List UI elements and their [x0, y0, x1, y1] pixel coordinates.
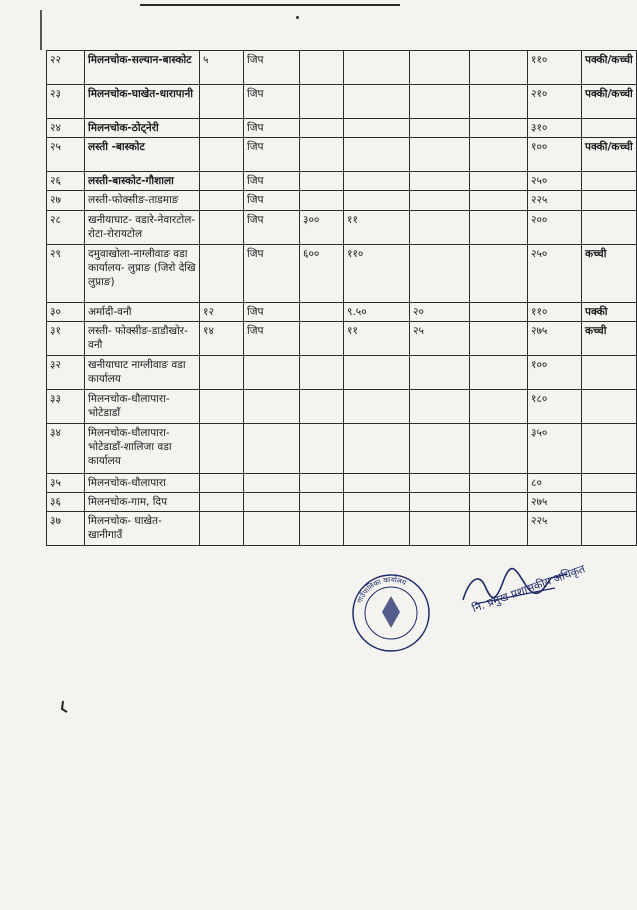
page-edge-top: [140, 4, 400, 6]
length-cell: ३५०: [528, 423, 582, 473]
road-name-cell: अर्मादी-वनौ: [85, 302, 200, 321]
table-row: [47, 492, 637, 511]
serial-number-cell: ३०: [47, 302, 85, 321]
road-name-cell: मिलनचोक-गाम, दिप: [85, 492, 200, 511]
value-cell: [410, 51, 470, 85]
road-type-cell: [582, 473, 637, 492]
road-type-cell: [582, 355, 637, 389]
value-cell: [470, 191, 528, 210]
value-cell: [200, 85, 244, 119]
value-cell: ६००: [300, 244, 344, 302]
length-cell: ११०: [528, 51, 582, 85]
value-cell: [470, 302, 528, 321]
serial-number-cell: ३७: [47, 512, 85, 546]
signer-title: नि. प्रमुख प्रशासकीय अधिकृत: [470, 562, 587, 616]
value-cell: ५: [200, 51, 244, 85]
value-cell: [410, 210, 470, 244]
length-cell: ३१०: [528, 119, 582, 138]
value-cell: [300, 302, 344, 321]
value-cell: [200, 355, 244, 389]
value-cell: [300, 191, 344, 210]
serial-number-cell: ३२: [47, 355, 85, 389]
value-cell: [410, 355, 470, 389]
seal-text: गाउँपालिका कार्यालय: [355, 575, 408, 605]
table-row: [47, 355, 637, 389]
serial-number-cell: २५: [47, 138, 85, 172]
value-cell: [344, 473, 410, 492]
table-row: [47, 119, 637, 138]
serial-number-cell: ३१: [47, 321, 85, 355]
value-cell: [200, 492, 244, 511]
value-cell: [300, 321, 344, 355]
vehicle-type-cell: जिप: [244, 119, 300, 138]
serial-number-cell: २७: [47, 191, 85, 210]
value-cell: [470, 423, 528, 473]
length-cell: २२५: [528, 191, 582, 210]
value-cell: [200, 191, 244, 210]
road-type-cell: पक्की: [582, 302, 637, 321]
serial-number-cell: २८: [47, 210, 85, 244]
road-type-cell: [582, 172, 637, 191]
value-cell: ३००: [300, 210, 344, 244]
value-cell: [344, 119, 410, 138]
road-type-cell: [582, 119, 637, 138]
value-cell: [344, 423, 410, 473]
serial-number-cell: २६: [47, 172, 85, 191]
page-edge-left: [40, 10, 42, 50]
road-type-cell: [582, 389, 637, 423]
value-cell: [410, 85, 470, 119]
value-cell: ९.५०: [344, 302, 410, 321]
value-cell: [470, 172, 528, 191]
value-cell: २०: [410, 302, 470, 321]
road-name-cell: लस्ती -बास्कोट: [85, 138, 200, 172]
length-cell: २५०: [528, 172, 582, 191]
value-cell: १२: [200, 302, 244, 321]
value-cell: [344, 51, 410, 85]
serial-number-cell: ३६: [47, 492, 85, 511]
stray-ink-mark: [60, 700, 70, 714]
serial-number-cell: ३४: [47, 423, 85, 473]
value-cell: [200, 423, 244, 473]
road-name-cell: मिलनचोक-ठोट्नेरी: [85, 119, 200, 138]
road-name-cell: दमुवाखोला-नाग्लीवाङ वडा कार्यालय- लुप्राङ (जिरो देखि लुप्राङ): [85, 244, 200, 302]
value-cell: [410, 244, 470, 302]
table-row: [47, 51, 637, 85]
serial-number-cell: २९: [47, 244, 85, 302]
road-type-cell: [582, 191, 637, 210]
value-cell: [410, 191, 470, 210]
value-cell: [470, 85, 528, 119]
value-cell: [470, 138, 528, 172]
length-cell: २००: [528, 210, 582, 244]
road-type-cell: पक्की/कच्ची: [582, 51, 637, 85]
value-cell: [300, 423, 344, 473]
table-row: [47, 244, 637, 302]
road-name-cell: मिलनचोक- घाखेत-खानीगाउँ: [85, 512, 200, 546]
value-cell: ११०: [344, 244, 410, 302]
vehicle-type-cell: [244, 389, 300, 423]
vehicle-type-cell: जिप: [244, 244, 300, 302]
value-cell: [300, 51, 344, 85]
road-name-cell: खनीयाघाट नाग्लीवाङ वडा कार्यालय: [85, 355, 200, 389]
value-cell: [470, 473, 528, 492]
vehicle-type-cell: [244, 355, 300, 389]
length-cell: २२५: [528, 512, 582, 546]
road-type-cell: [582, 210, 637, 244]
office-seal: [350, 572, 432, 654]
length-cell: १००: [528, 138, 582, 172]
table-row: [47, 172, 637, 191]
value-cell: [300, 85, 344, 119]
serial-number-cell: २३: [47, 85, 85, 119]
table-row: [47, 302, 637, 321]
value-cell: [344, 172, 410, 191]
length-cell: २७५: [528, 321, 582, 355]
value-cell: [300, 512, 344, 546]
table-row: [47, 389, 637, 423]
vehicle-type-cell: [244, 492, 300, 511]
value-cell: [200, 473, 244, 492]
value-cell: [410, 119, 470, 138]
value-cell: [470, 210, 528, 244]
serial-number-cell: ३५: [47, 473, 85, 492]
length-cell: ८०: [528, 473, 582, 492]
road-name-cell: मिलनचोक-धौलापारा-भोटेडाडाँ-शालिजा वडा कार्यालय: [85, 423, 200, 473]
value-cell: [200, 389, 244, 423]
value-cell: [344, 355, 410, 389]
value-cell: [200, 244, 244, 302]
vehicle-type-cell: [244, 512, 300, 546]
serial-number-cell: २४: [47, 119, 85, 138]
table-row: [47, 191, 637, 210]
value-cell: [300, 492, 344, 511]
value-cell: [470, 119, 528, 138]
road-name-cell: मिलनचोक-धौलापारा-भोटेडाडाँ: [85, 389, 200, 423]
length-cell: २१०: [528, 85, 582, 119]
table-row: [47, 423, 637, 473]
value-cell: [200, 119, 244, 138]
vehicle-type-cell: जिप: [244, 138, 300, 172]
value-cell: [344, 492, 410, 511]
value-cell: ११: [344, 321, 410, 355]
value-cell: [410, 512, 470, 546]
value-cell: ११: [344, 210, 410, 244]
value-cell: [300, 355, 344, 389]
vehicle-type-cell: [244, 473, 300, 492]
length-cell: १००: [528, 355, 582, 389]
length-cell: २७५: [528, 492, 582, 511]
road-type-cell: [582, 423, 637, 473]
value-cell: [470, 512, 528, 546]
road-type-cell: पक्की/कच्ची: [582, 138, 637, 172]
road-type-cell: कच्ची: [582, 321, 637, 355]
value-cell: [344, 85, 410, 119]
table-body: [47, 51, 637, 546]
vehicle-type-cell: जिप: [244, 172, 300, 191]
vehicle-type-cell: [244, 423, 300, 473]
table-row: [47, 512, 637, 546]
value-cell: [344, 389, 410, 423]
road-table: [46, 50, 637, 546]
value-cell: [410, 423, 470, 473]
signature-area: [350, 560, 600, 680]
length-cell: १८०: [528, 389, 582, 423]
road-name-cell: मिलनचोक-धौलापारा: [85, 473, 200, 492]
table-row: [47, 85, 637, 119]
table-row: [47, 321, 637, 355]
road-type-cell: [582, 492, 637, 511]
road-type-cell: [582, 512, 637, 546]
value-cell: [200, 172, 244, 191]
value-cell: [300, 473, 344, 492]
value-cell: [410, 172, 470, 191]
road-type-cell: कच्ची: [582, 244, 637, 302]
value-cell: [410, 389, 470, 423]
road-name-cell: मिलनचोक-सल्यान-बास्कोट: [85, 51, 200, 85]
value-cell: [410, 473, 470, 492]
value-cell: [300, 172, 344, 191]
value-cell: [300, 389, 344, 423]
value-cell: [344, 512, 410, 546]
road-name-cell: लस्ती-बास्कोट-गौशाला: [85, 172, 200, 191]
ink-dot: [296, 16, 299, 19]
table-row: [47, 210, 637, 244]
length-cell: ११०: [528, 302, 582, 321]
value-cell: [470, 321, 528, 355]
value-cell: [470, 244, 528, 302]
serial-number-cell: २२: [47, 51, 85, 85]
value-cell: [410, 492, 470, 511]
vehicle-type-cell: जिप: [244, 210, 300, 244]
road-name-cell: लस्ती- फोक्सीङ-डाडौखोर-वनौ: [85, 321, 200, 355]
value-cell: [470, 389, 528, 423]
road-name-cell: खनीयाघाट- वडारे-नेवारटोल-रोटा-रोरायटोल: [85, 210, 200, 244]
serial-number-cell: ३३: [47, 389, 85, 423]
vehicle-type-cell: जिप: [244, 51, 300, 85]
value-cell: [200, 138, 244, 172]
table-row: [47, 138, 637, 172]
value-cell: [470, 51, 528, 85]
value-cell: [470, 355, 528, 389]
vehicle-type-cell: जिप: [244, 321, 300, 355]
vehicle-type-cell: जिप: [244, 302, 300, 321]
vehicle-type-cell: जिप: [244, 85, 300, 119]
value-cell: [344, 138, 410, 172]
road-name-cell: मिलनचोक-घाखेत-धारापानी: [85, 85, 200, 119]
value-cell: [344, 191, 410, 210]
value-cell: [200, 512, 244, 546]
value-cell: २५: [410, 321, 470, 355]
svg-text:गाउँपालिका कार्यालय: [356, 575, 408, 604]
value-cell: [410, 138, 470, 172]
value-cell: [200, 210, 244, 244]
value-cell: १४: [200, 321, 244, 355]
value-cell: [300, 138, 344, 172]
road-name-cell: लस्ती-फोक्सीङ-ताडमाङ: [85, 191, 200, 210]
vehicle-type-cell: जिप: [244, 191, 300, 210]
table-row: [47, 473, 637, 492]
length-cell: २५०: [528, 244, 582, 302]
value-cell: [470, 492, 528, 511]
road-type-cell: पक्की/कच्ची: [582, 85, 637, 119]
value-cell: [300, 119, 344, 138]
